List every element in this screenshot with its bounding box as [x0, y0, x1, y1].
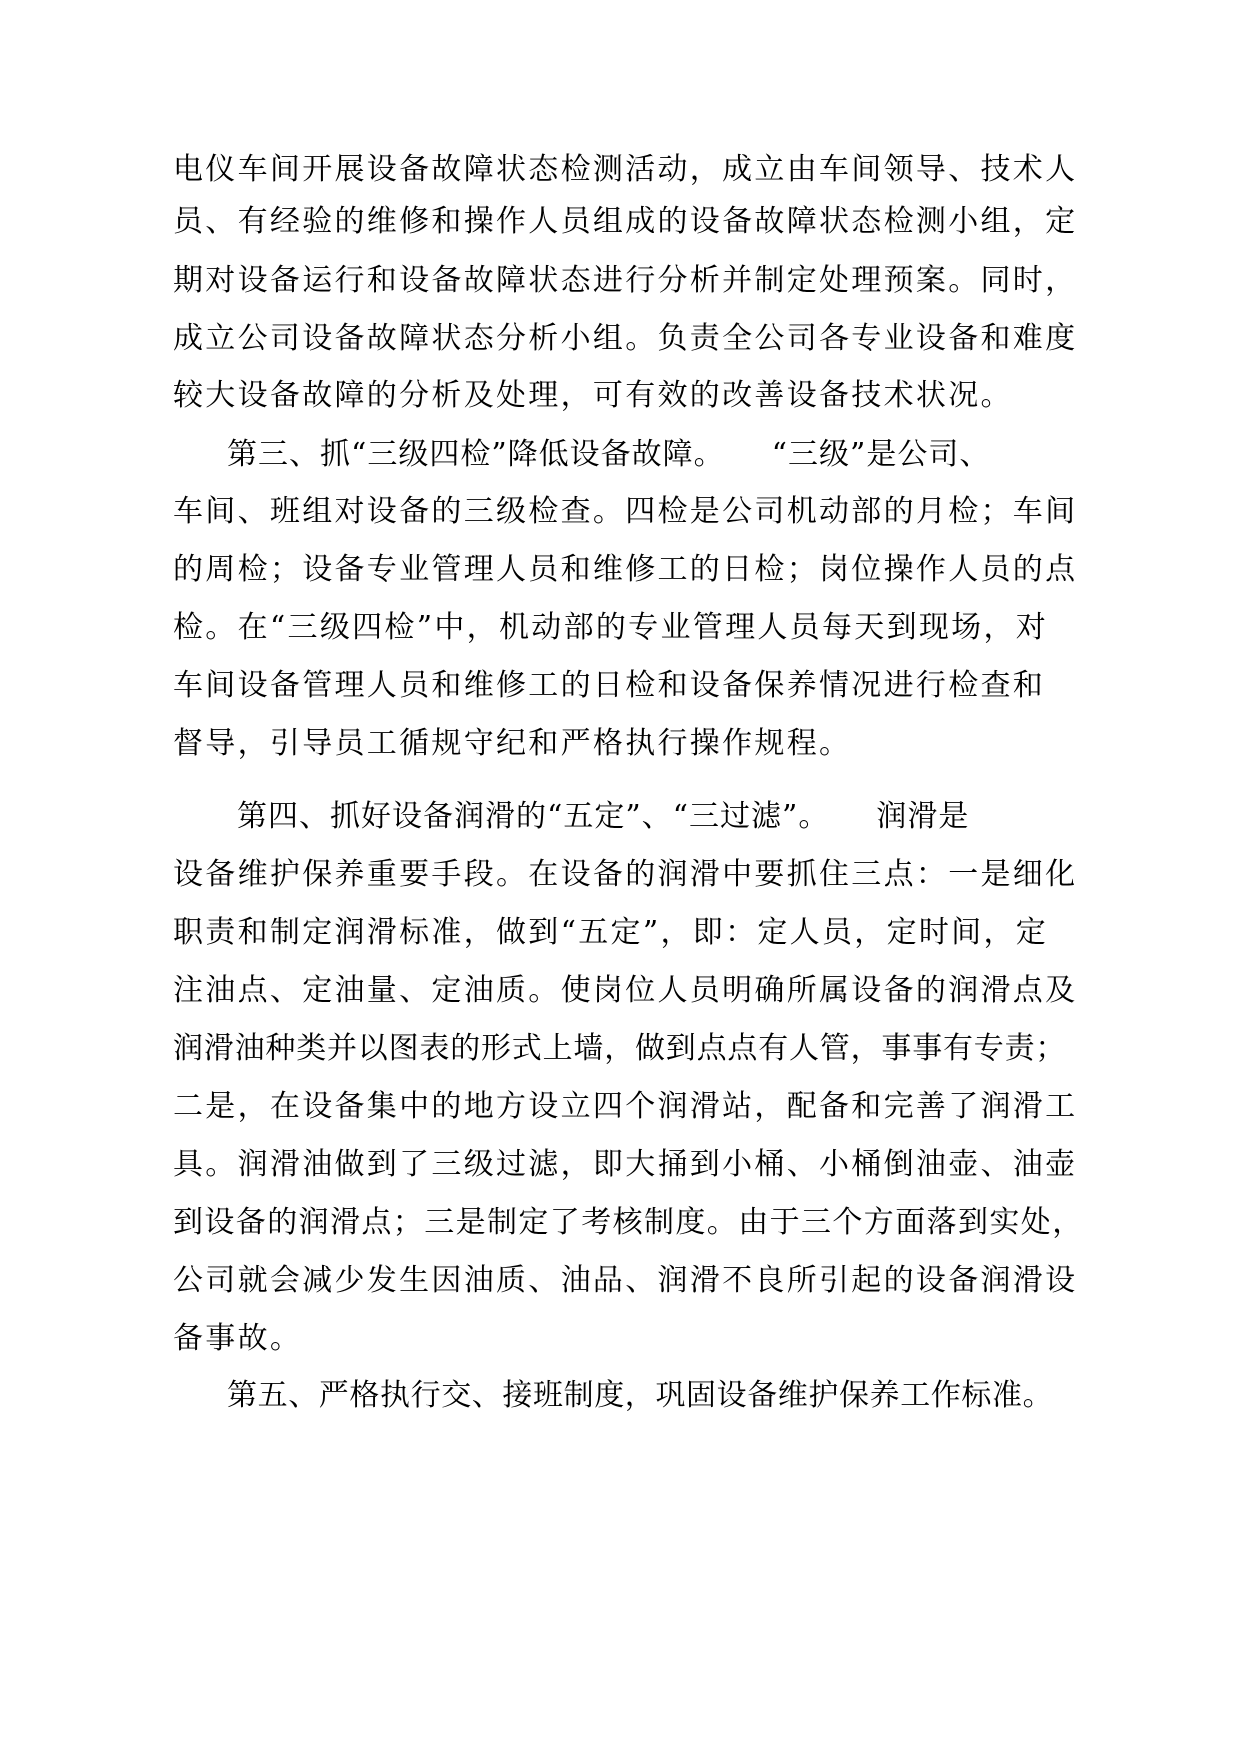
text-line: 注油点、定油量、定油质。使岗位人员明确所属设备的润滑点及 — [173, 973, 1078, 1008]
text-line: 期对设备运行和设备故障状态进行分析并制定处理预案。同时， — [173, 263, 1078, 298]
text-line: 车间设备管理人员和维修工的日检和设备保养情况进行检查和 — [173, 668, 1046, 703]
text-line: 员、有经验的维修和操作人员组成的设备故障状态检测小组，定 — [173, 204, 1078, 239]
text-line: 设备维护保养重要手段。在设备的润滑中要抓住三点：一是细化 — [173, 857, 1078, 892]
text-line: 督导，引导员工循规守纪和严格执行操作规程。 — [173, 726, 852, 761]
text-line: 到设备的润滑点；三是制定了考核制度。由于三个方面落到实处， — [173, 1205, 1084, 1240]
text-line: 职责和制定润滑标准，做到“五定”，即：定人员，定时间，定 — [173, 915, 1049, 950]
text-line: 具。润滑油做到了三级过滤，即大捅到小桶、小桶倒油壶、油壶 — [173, 1147, 1078, 1182]
text-line: 第五、严格执行交、接班制度，巩固设备维护保养工作标准。 — [227, 1378, 1054, 1413]
text-line: 的周检；设备专业管理人员和维修工的日检；岗位操作人员的点 — [173, 552, 1078, 587]
text-line: 二是，在设备集中的地方设立四个润滑站，配备和完善了润滑工 — [173, 1089, 1078, 1124]
text-line: 润滑油种类并以图表的形式上墙，做到点点有人管，事事有专责； — [173, 1031, 1067, 1066]
text-line: 成立公司设备故障状态分析小组。负责全公司各专业设备和难度 — [173, 321, 1078, 356]
text-line: 第四、抓好设备润滑的“五定”、“三过滤”。 润滑是 — [237, 799, 970, 834]
text-line: 电仪车间开展设备故障状态检测活动，成立由车间领导、技术人 — [173, 152, 1078, 187]
text-line: 检。在“三级四检”中，机动部的专业管理人员每天到现场，对 — [173, 610, 1049, 645]
text-line: 车间、班组对设备的三级检查。四检是公司机动部的月检；车间 — [173, 494, 1078, 529]
text-line: 较大设备故障的分析及处理，可有效的改善设备技术状况。 — [173, 378, 1013, 413]
text-line: 备事故。 — [173, 1321, 303, 1356]
text-line: 第三、抓“三级四检”降低设备故障。 “三级”是公司、 — [227, 437, 991, 472]
text-line: 公司就会减少发生因油质、油品、润滑不良所引起的设备润滑设 — [173, 1263, 1078, 1298]
